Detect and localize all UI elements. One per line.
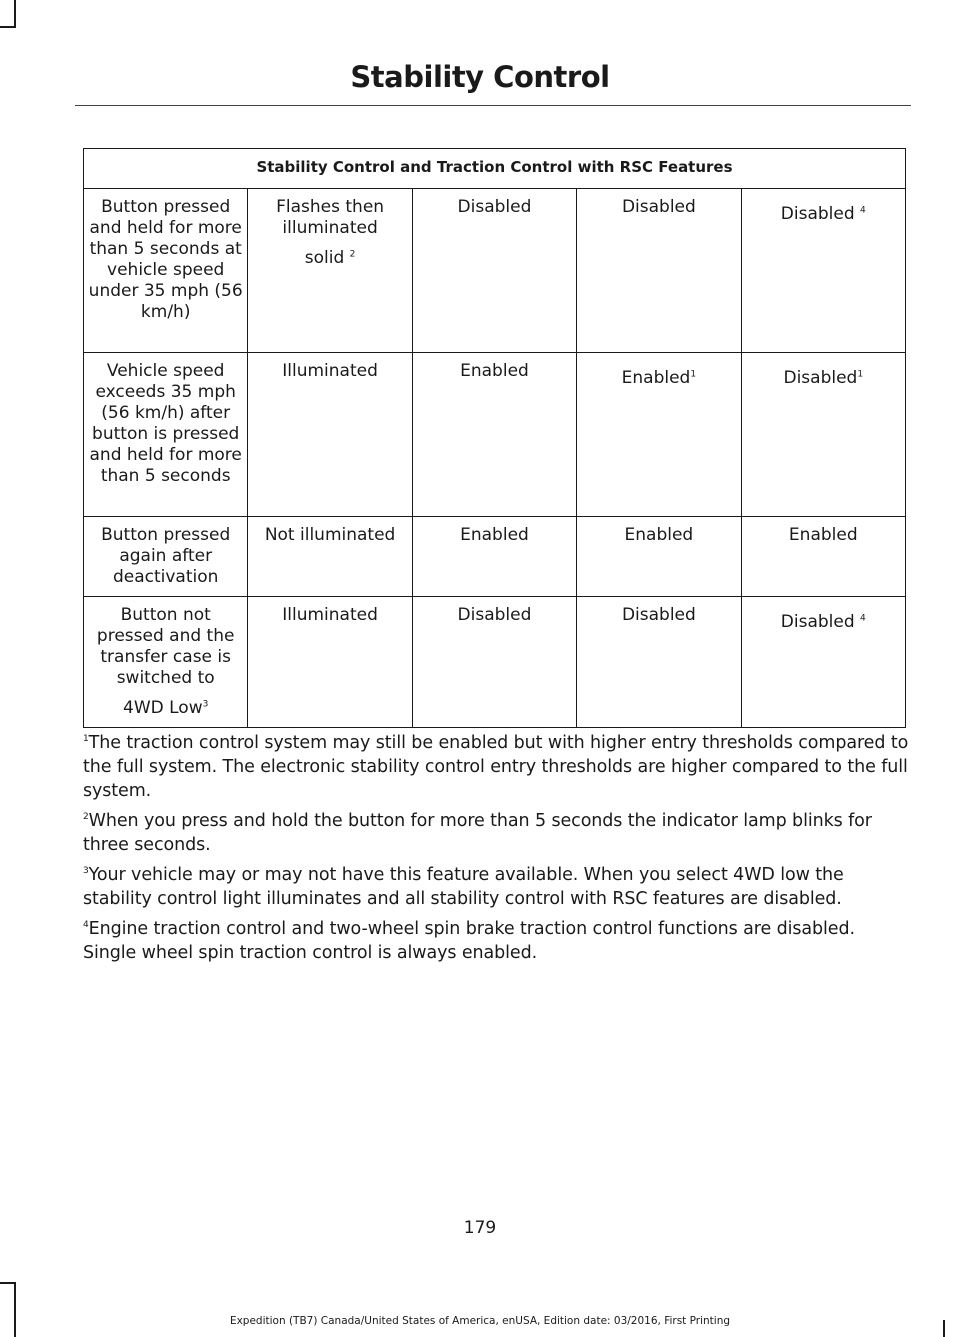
condition-cell: Button not pressed and the transfer case is switched to 4WD Low$^3$ bbox=[84, 597, 248, 728]
footnote-ref: 2 bbox=[349, 249, 356, 260]
crop-mark-bottom-left-horizontal bbox=[0, 1282, 16, 1284]
condition-cell: Button pressed again after deactivation bbox=[84, 517, 248, 597]
crop-mark-top-left-horizontal bbox=[0, 26, 16, 28]
footnote-ref: 1 bbox=[857, 369, 864, 380]
table-caption: Stability Control and Traction Control with RSC Features bbox=[84, 149, 906, 189]
light-cell: Flashes then illuminated solid $^2$ bbox=[248, 189, 412, 353]
status-cell: Disabled bbox=[412, 597, 576, 728]
table-row bbox=[84, 353, 906, 517]
condition-cell: Vehicle speed exceeds 35 mph (56 km/h) after button is pressed and held for more than 5 seconds bbox=[84, 353, 248, 517]
status-cell: Enabled bbox=[741, 517, 905, 597]
light-cell: Illuminated bbox=[248, 353, 412, 517]
status-cell: Enabled bbox=[412, 353, 576, 517]
footnote-ref: 3 bbox=[202, 699, 209, 710]
status-cell: Enabled bbox=[577, 517, 741, 597]
status-cell: Disabled$^1$ bbox=[741, 353, 905, 517]
footnote-1: $^1$The traction control system may still be enabled but with higher entry thresholds compared to the full system. The electronic stability control entry thresholds are higher compared to the full system. bbox=[83, 733, 909, 801]
condition-cell: Button pressed and held for more than 5 seconds at vehicle speed under 35 mph (56 km/h) bbox=[84, 189, 248, 353]
crop-mark-top-left-vertical bbox=[14, 0, 16, 28]
page-number: 179 bbox=[463, 1218, 497, 1238]
status-cell: Disabled $^4$ bbox=[741, 597, 905, 728]
status-cell: Enabled$^1$ bbox=[577, 353, 741, 517]
status-cell: Disabled bbox=[577, 597, 741, 728]
footnote-3: $^3$Your vehicle may or may not have this feature available. When you select 4WD low the stability control light illuminates and all stability control with RSC features are disabled. bbox=[83, 865, 844, 909]
footnote-ref: 4 bbox=[860, 205, 866, 216]
rsc-features-table bbox=[83, 148, 906, 728]
footnote-ref: 4 bbox=[860, 613, 866, 624]
status-cell: Disabled bbox=[412, 189, 576, 353]
table-row bbox=[84, 597, 906, 728]
table-row bbox=[84, 517, 906, 597]
footnote-2: $^2$When you press and hold the button for more than 5 seconds the indicator lamp blinks for three seconds. bbox=[83, 811, 872, 855]
footnote-ref: 1 bbox=[690, 369, 697, 380]
status-cell: Disabled bbox=[577, 189, 741, 353]
table-row bbox=[84, 189, 906, 353]
light-cell: Not illuminated bbox=[248, 517, 412, 597]
crop-mark-bottom-left-vertical bbox=[14, 1282, 16, 1337]
light-cell: Illuminated bbox=[248, 597, 412, 728]
header-rule bbox=[75, 105, 911, 106]
footnote-4: $^4$Engine traction control and two-wheel spin brake traction control functions are disabled. Single wheel spin traction control is always enabled. bbox=[83, 919, 855, 963]
status-cell: Enabled bbox=[412, 517, 576, 597]
status-cell: Disabled $^4$ bbox=[741, 189, 905, 353]
footer-text: Expedition (TB7) Canada/United States of America, enUSA, Edition date: 03/2016, First Printing bbox=[229, 1315, 731, 1327]
footnotes bbox=[83, 731, 913, 971]
page-title: Stability Control bbox=[350, 60, 610, 94]
